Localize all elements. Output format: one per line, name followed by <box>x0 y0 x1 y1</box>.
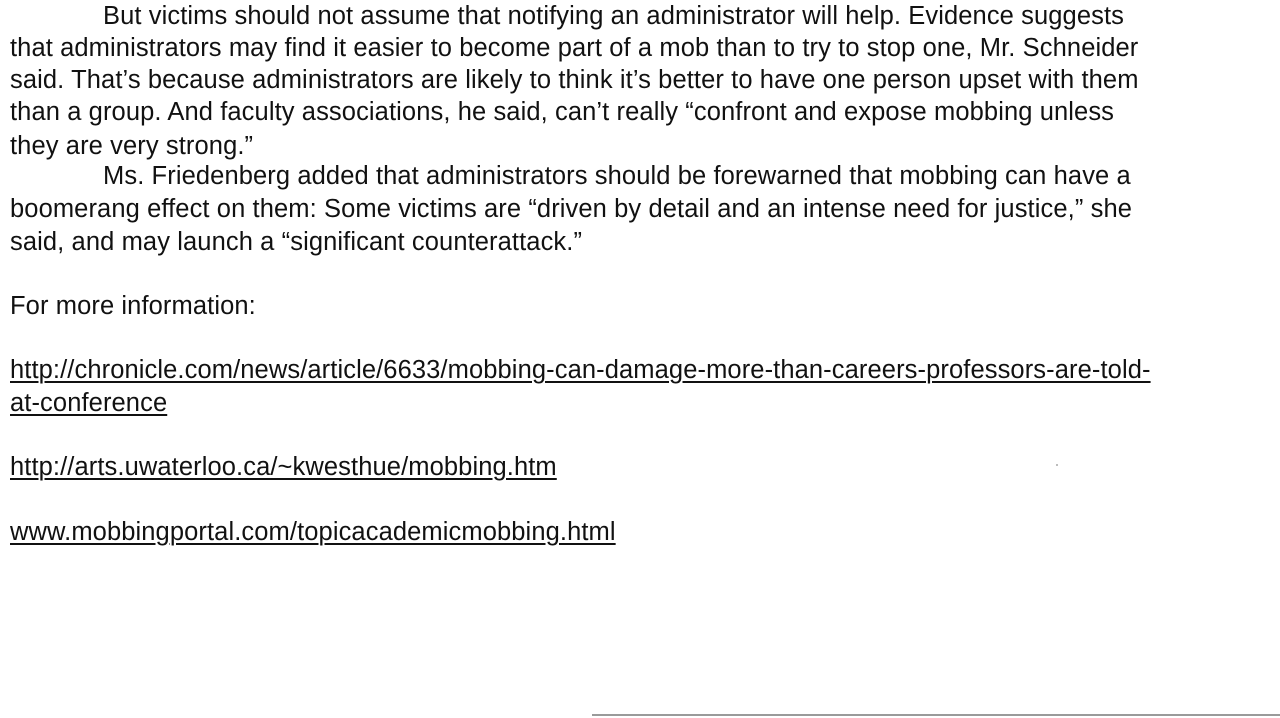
scan-speck <box>1056 464 1058 466</box>
paragraph-line: said, and may launch a “significant counterattack.” <box>10 228 583 256</box>
paragraph-line: that administrators may find it easier to become part of a mob than to try to stop one, Mr. Schneider <box>10 34 1139 62</box>
paragraph-line: But victims should not assume that notifying an administrator will help. Evidence suggests <box>103 2 1125 30</box>
paragraph-line: than a group. And faculty associations, he said, can’t really “confront and expose mobbing unless <box>10 98 1115 126</box>
more-info-heading: For more information: <box>10 292 256 320</box>
mobbingportal-link[interactable]: www.mobbingportal.com/topicacademicmobbing.html <box>10 518 616 546</box>
paragraph-line: Ms. Friedenberg added that administrators should be forewarned that mobbing can have a <box>103 162 1131 190</box>
paragraph-line: they are very strong.” <box>10 132 254 160</box>
uwaterloo-link[interactable]: http://arts.uwaterloo.ca/~kwesthue/mobbing.htm <box>10 453 557 481</box>
paragraph-line: said. That’s because administrators are likely to think it’s better to have one person upset with them <box>10 66 1139 94</box>
paragraph-line: boomerang effect on them: Some victims are “driven by detail and an intense need for justice,” she <box>10 195 1133 223</box>
scan-edge-line <box>592 714 1280 716</box>
chronicle-link-continuation[interactable]: at-conference <box>10 389 168 417</box>
chronicle-link[interactable]: http://chronicle.com/news/article/6633/mobbing-can-damage-more-than-careers-professors-are-told- <box>10 356 1151 384</box>
